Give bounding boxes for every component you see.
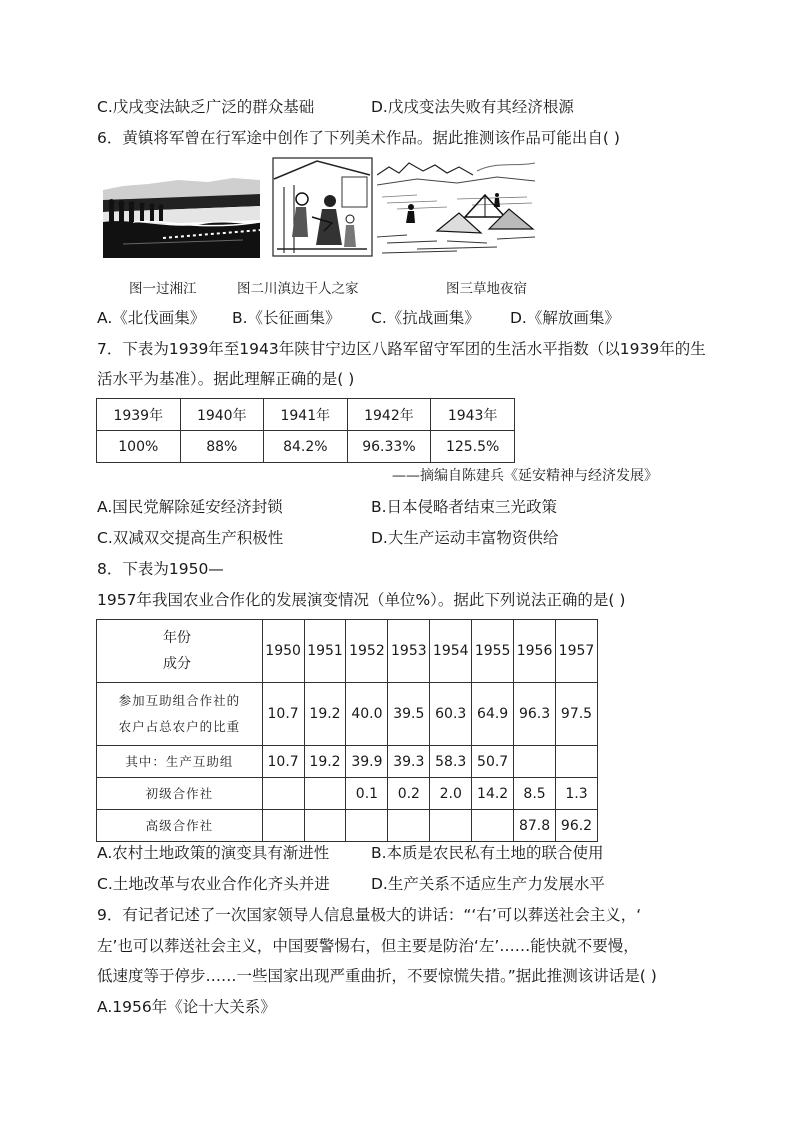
value-cell: 39.9 xyxy=(346,746,388,778)
q7-stem-line-1: 7．下表为1939年至1943年陕甘宁边区八路军留守军团的生活水平指数（以1939年的生 xyxy=(97,340,706,358)
value-cell: 50.7 xyxy=(472,746,514,778)
value-cell: 14.2 xyxy=(472,778,514,810)
value-cell: 8.5 xyxy=(514,778,556,810)
header-cell xyxy=(97,620,263,683)
table-row xyxy=(97,746,598,778)
q6-option-d: D.《解放画集》 xyxy=(510,309,620,327)
value-cell: 19.2 xyxy=(304,683,346,746)
row-label-cell xyxy=(97,683,263,746)
q7-source: ——摘编自陈建兵《延安精神与经济发展》 xyxy=(392,468,658,484)
year-cell: 1941年 xyxy=(264,399,348,431)
value-cell: 96.3 xyxy=(514,683,556,746)
q8-cooperative-table xyxy=(96,619,598,842)
table-row xyxy=(97,810,598,842)
q7-option-c: C.双减双交提高生产积极性 xyxy=(97,529,284,547)
value-cell: 10.7 xyxy=(262,746,304,778)
header-year-label: 年份 xyxy=(163,630,191,646)
value-cell: 19.2 xyxy=(304,746,346,778)
figure-crossing-xiang-river xyxy=(103,160,260,258)
table-row xyxy=(97,778,598,810)
value-cell: 1.3 xyxy=(556,778,598,810)
q7-option-a: A.国民党解除延安经济封锁 xyxy=(97,498,283,516)
year-cell: 1953 xyxy=(388,620,430,683)
table-row xyxy=(97,620,598,683)
value-cell: 40.0 xyxy=(346,683,388,746)
caption-figure-3: 图三草地夜宿 xyxy=(446,281,527,297)
q8-option-b: B.本质是农民私有土地的联合使用 xyxy=(371,844,604,862)
q7-living-standard-table xyxy=(96,398,515,463)
year-cell: 1939年 xyxy=(97,399,181,431)
row-label-line-1: 参加互助组合作社的 xyxy=(118,693,241,708)
table-row xyxy=(97,399,515,431)
year-cell: 1957 xyxy=(556,620,598,683)
caption-figure-2: 图二川滇边干人之家 xyxy=(237,281,359,297)
q5-option-c: C.戊戌变法缺乏广泛的群众基础 xyxy=(97,98,315,116)
value-cell xyxy=(514,746,556,778)
year-cell: 1951 xyxy=(304,620,346,683)
value-cell: 96.2 xyxy=(556,810,598,842)
value-cell xyxy=(556,746,598,778)
q8-option-d: D.生产关系不适应生产力发展水平 xyxy=(371,875,605,893)
row-label-cell: 高级合作社 xyxy=(97,810,263,842)
q8-option-a: A.农村土地政策的演变具有渐进性 xyxy=(97,844,330,862)
year-cell: 1954 xyxy=(430,620,472,683)
q7-option-d: D.大生产运动丰富物资供给 xyxy=(371,529,559,547)
year-cell: 1950 xyxy=(262,620,304,683)
caption-figure-1: 图一过湘江 xyxy=(129,281,197,297)
value-cell xyxy=(388,810,430,842)
value-cell: 39.5 xyxy=(388,683,430,746)
value-cell xyxy=(262,810,304,842)
value-cell: 64.9 xyxy=(472,683,514,746)
q8-option-c: C.土地改革与农业合作化齐头并进 xyxy=(97,875,330,893)
q5-option-d: D.戊戌变法失败有其经济根源 xyxy=(371,98,574,116)
value-cell xyxy=(472,810,514,842)
value-cell: 100% xyxy=(97,431,181,463)
year-cell: 1952 xyxy=(346,620,388,683)
q6-option-c: C.《抗战画集》 xyxy=(371,309,480,327)
value-cell: 88% xyxy=(180,431,263,463)
q6-stem: 6．黄镇将军曾在行军途中创作了下列美术作品。据此推测该作品可能出自( ) xyxy=(97,129,620,147)
q9-stem-line-3: 低速度等于停步……一些国家出现严重曲折，不要惊慌失措。”据此推测该讲话是( ) xyxy=(97,967,657,985)
value-cell: 58.3 xyxy=(430,746,472,778)
value-cell: 125.5% xyxy=(431,431,515,463)
year-cell: 1955 xyxy=(472,620,514,683)
value-cell: 84.2% xyxy=(264,431,348,463)
value-cell: 0.2 xyxy=(388,778,430,810)
value-cell xyxy=(430,810,472,842)
value-cell: 97.5 xyxy=(556,683,598,746)
q8-stem-line-2: 1957年我国农业合作化的发展演变情况（单位%）。据此下列说法正确的是( ) xyxy=(97,591,626,609)
row-label-line-2: 农户占总农户的比重 xyxy=(118,719,241,734)
q6-option-b: B.《长征画集》 xyxy=(232,309,341,327)
q7-stem-line-2: 活水平为基准）。据此理解正确的是( ) xyxy=(97,370,355,388)
value-cell: 87.8 xyxy=(514,810,556,842)
q8-stem-line-1: 8．下表为1950— xyxy=(97,560,224,578)
row-label-cell: 其中：生产互助组 xyxy=(97,746,263,778)
value-cell: 39.3 xyxy=(388,746,430,778)
row-label-cell: 初级合作社 xyxy=(97,778,263,810)
year-cell: 1942年 xyxy=(347,399,431,431)
value-cell: 0.1 xyxy=(346,778,388,810)
value-cell: 10.7 xyxy=(262,683,304,746)
q9-stem-line-1: 9．有记者记述了一次国家领导人信息量极大的讲话：“‘右’可以葬送社会主义，‘ xyxy=(97,906,642,924)
value-cell xyxy=(262,778,304,810)
table-row xyxy=(97,683,598,746)
year-cell: 1940年 xyxy=(180,399,263,431)
header-component-label: 成分 xyxy=(163,656,191,672)
q9-option-a: A.1956年《论十大关系》 xyxy=(97,998,276,1016)
value-cell xyxy=(304,810,346,842)
q9-stem-line-2: 左’也可以葬送社会主义，中国要警惕右，但主要是防治‘左’……能快就不要慢， xyxy=(97,937,639,955)
year-cell: 1943年 xyxy=(431,399,515,431)
q7-option-b: B.日本侵略者结束三光政策 xyxy=(371,498,558,516)
value-cell: 96.33% xyxy=(347,431,431,463)
value-cell: 2.0 xyxy=(430,778,472,810)
value-cell xyxy=(304,778,346,810)
value-cell xyxy=(346,810,388,842)
q6-option-a: A.《北伐画集》 xyxy=(97,309,206,327)
table-row xyxy=(97,431,515,463)
figure-grassland-camp xyxy=(377,157,535,257)
year-cell: 1956 xyxy=(514,620,556,683)
value-cell: 60.3 xyxy=(430,683,472,746)
figure-family-home xyxy=(272,157,373,257)
